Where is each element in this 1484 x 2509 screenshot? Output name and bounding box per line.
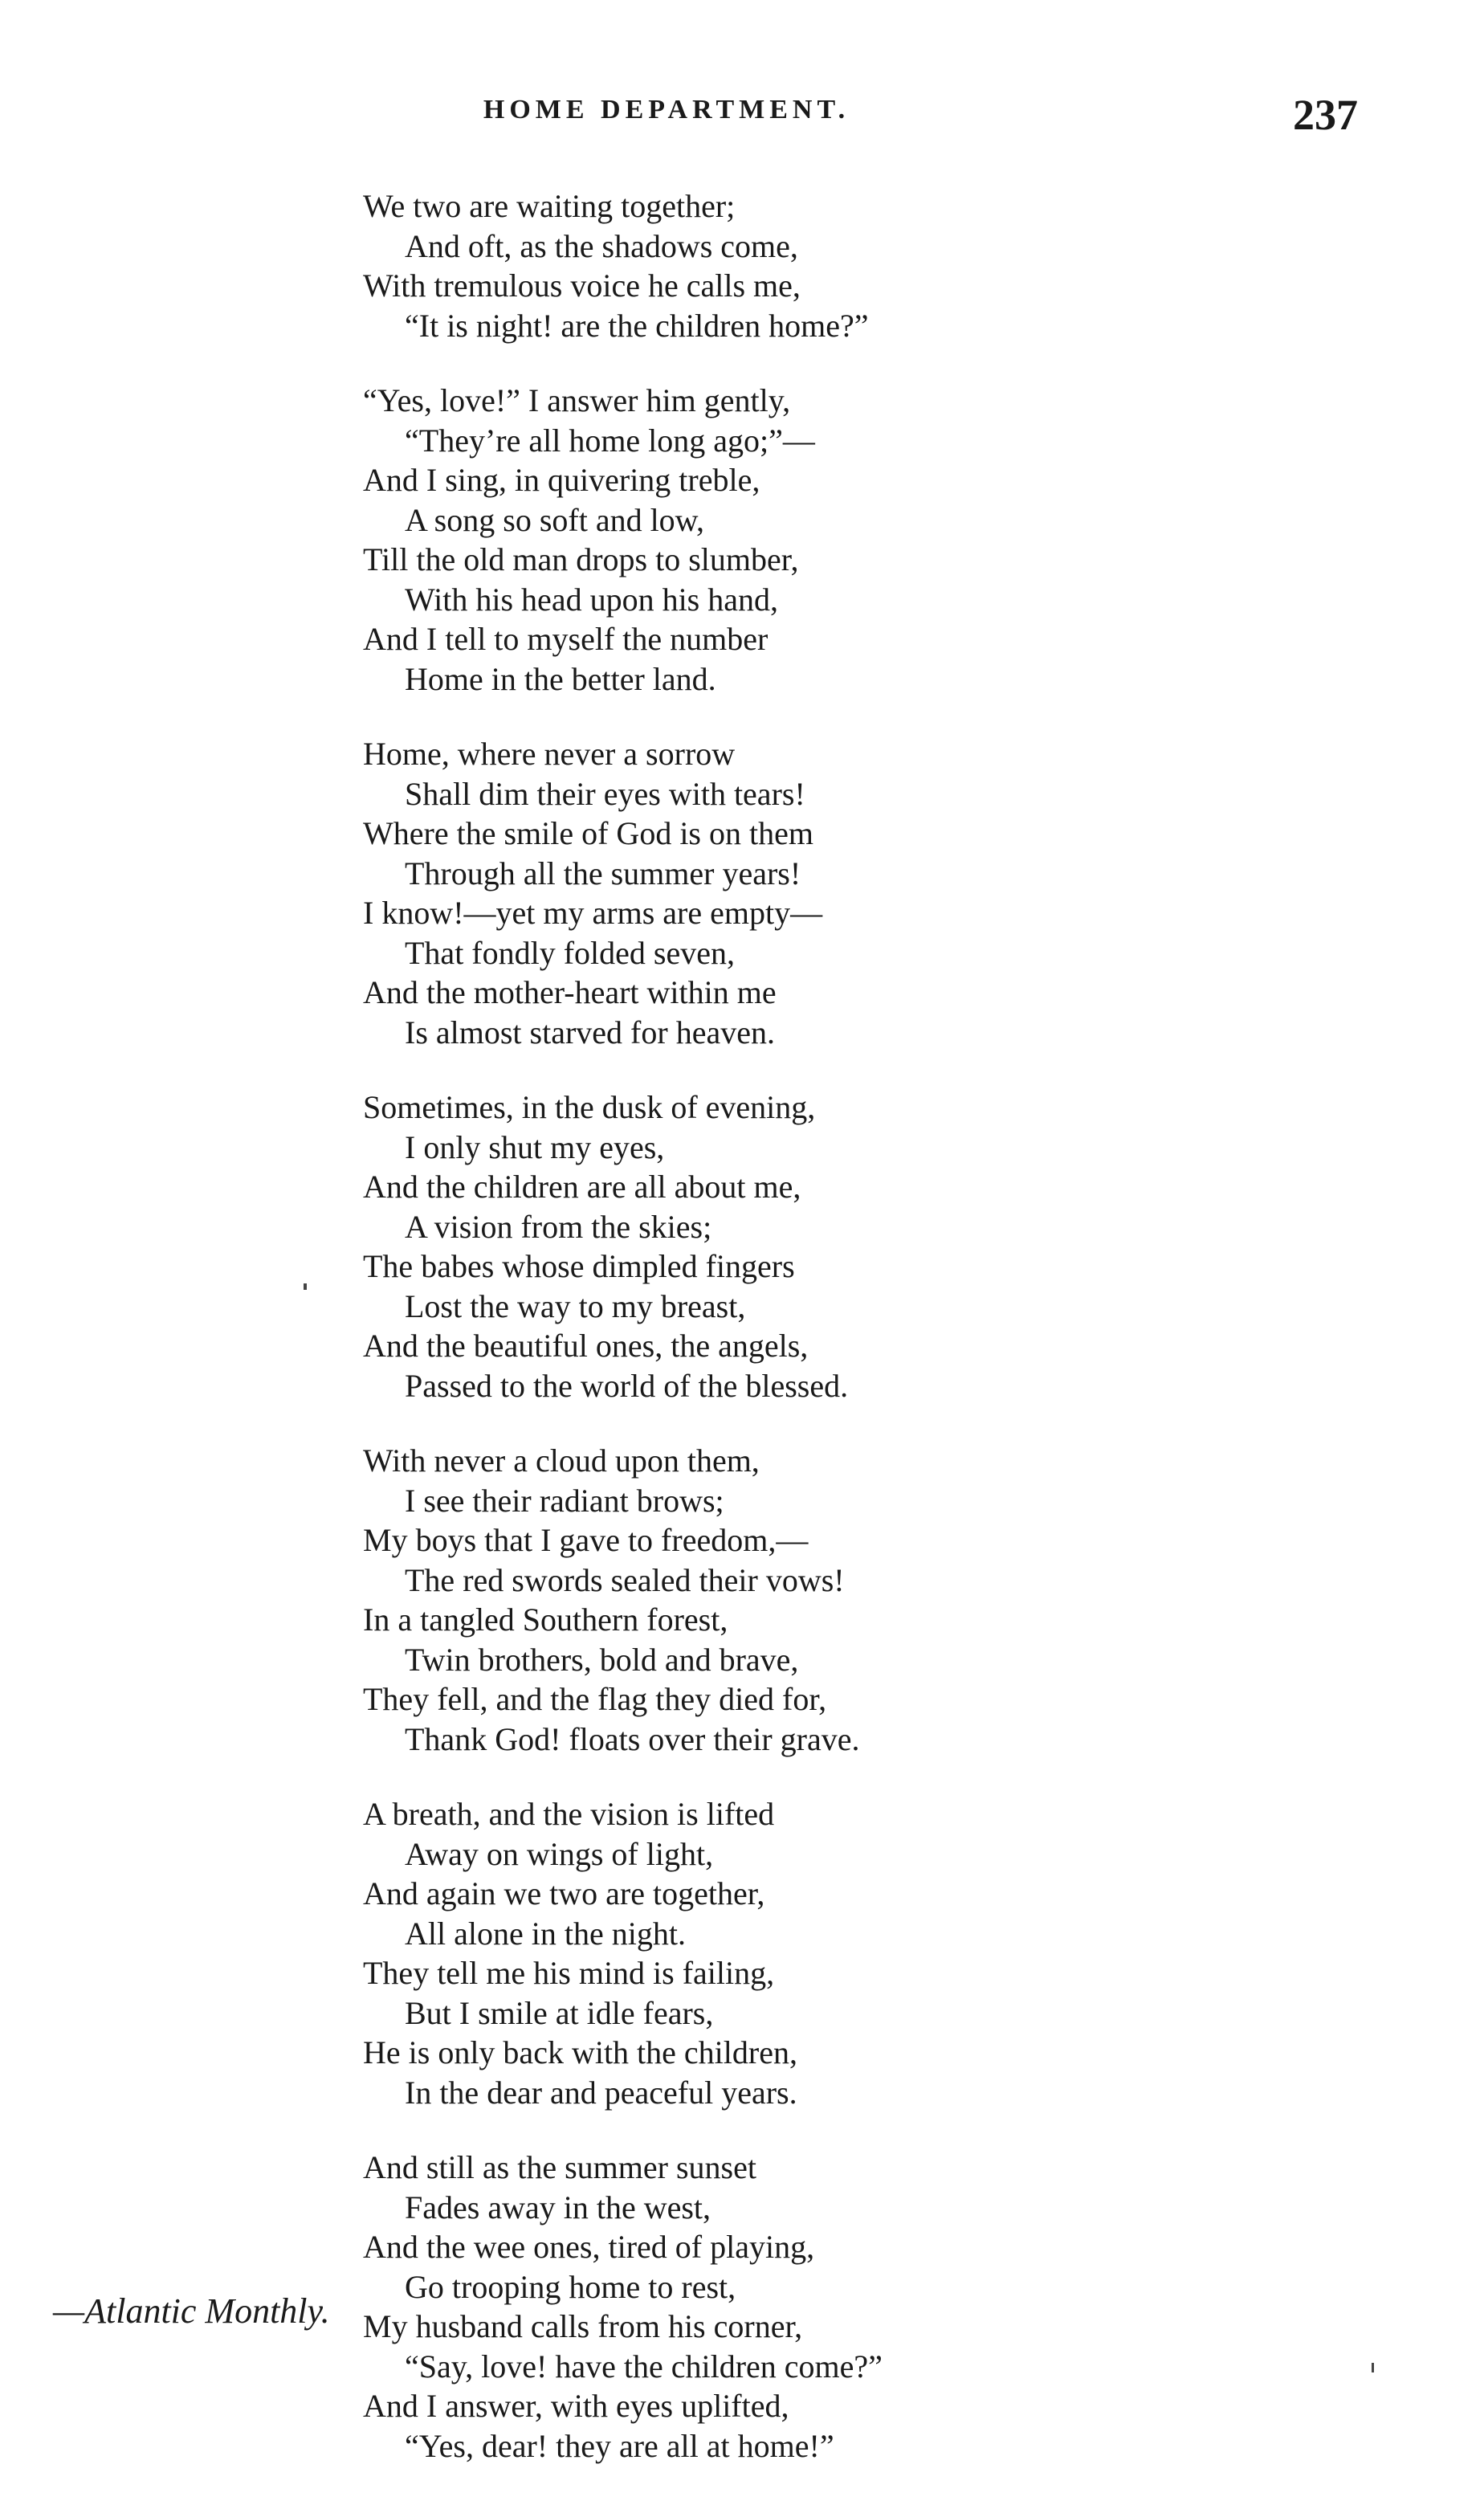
poem-line: That fondly folded seven, — [405, 934, 735, 971]
poem-line: Home, where never a sorrow — [363, 736, 736, 772]
poem-line: All alone in the night. — [405, 1915, 686, 1952]
poem-line: “Yes, love!” I answer him gently, — [363, 382, 791, 418]
poem-line: Fades away in the west, — [405, 2189, 711, 2225]
stray-print-mark — [1372, 2363, 1374, 2372]
poem-line: The red swords sealed their vows! — [405, 1561, 845, 1598]
poem-line: “Yes, dear! they are all at home!” — [405, 2427, 834, 2464]
poem-line: And I sing, in quivering treble, — [363, 462, 760, 498]
section-title: HOME DEPARTMENT. — [483, 95, 850, 124]
stanza — [363, 381, 1431, 699]
poem-line: Passed to the world of the blessed. — [405, 1367, 849, 1404]
poem-line: I see their radiant brows; — [405, 1482, 724, 1519]
poem-line: “It is night! are the children home?” — [405, 307, 869, 344]
poem-line: With his head upon his hand, — [405, 581, 778, 618]
poem-line: “Say, love! have the children come?” — [405, 2348, 883, 2385]
running-head — [0, 90, 1484, 138]
poem-line: “They’re all home long ago;”— — [405, 422, 815, 459]
poem-line: Thank God! floats over their grave. — [405, 1720, 860, 1757]
stanza — [363, 734, 1431, 1052]
poem-line: A song so soft and low, — [405, 501, 704, 538]
poem-line: He is only back with the children, — [363, 2034, 797, 2070]
page-number: 237 — [1293, 91, 1358, 139]
poem-line: A breath, and the vision is lifted — [363, 1796, 775, 1832]
poem-line: In the dear and peaceful years. — [405, 2074, 797, 2111]
poem-line: In a tangled Southern forest, — [363, 1601, 728, 1638]
poem-line: Home in the better land. — [405, 660, 716, 697]
poem-line: We two are waiting together; — [363, 188, 736, 224]
poem-line: But I smile at idle fears, — [405, 1994, 714, 2031]
poem-line: With tremulous voice he calls me, — [363, 267, 801, 304]
poem-line: Sometimes, in the dusk of evening, — [363, 1089, 816, 1125]
poem-line: And still as the summer sunset — [363, 2149, 756, 2185]
poem-line: Through all the summer years! — [405, 855, 801, 891]
stanza — [363, 1794, 1431, 2112]
poem-line: And oft, as the shadows come, — [405, 227, 798, 264]
poem — [363, 186, 1431, 2501]
poem-line: My boys that I gave to freedom,— — [363, 1522, 809, 1558]
poem-line: And again we two are together, — [363, 1875, 765, 1911]
poem-line: Is almost starved for heaven. — [405, 1014, 775, 1051]
poem-line: And the beautiful ones, the angels, — [363, 1328, 809, 1364]
poem-line: And the children are all about me, — [363, 1169, 801, 1205]
poem-line: I only shut my eyes, — [405, 1128, 665, 1165]
poem-line: And the wee ones, tired of playing, — [363, 2229, 815, 2265]
poem-line: Till the old man drops to slumber, — [363, 541, 799, 577]
poem-line: The babes whose dimpled fingers — [363, 1248, 795, 1284]
poem-line: And the mother-heart within me — [363, 974, 777, 1010]
poem-line: Shall dim their eyes with tears! — [405, 775, 805, 812]
poem-line: My husband calls from his corner, — [363, 2308, 803, 2344]
poem-line: I know!—yet my arms are empty— — [363, 895, 823, 931]
poem-line: Lost the way to my breast, — [405, 1287, 746, 1324]
stanza — [363, 2148, 1431, 2466]
stray-print-mark — [304, 1283, 307, 1290]
poem-line: A vision from the skies; — [405, 1208, 712, 1245]
stanza — [363, 1087, 1431, 1405]
stanza — [363, 1441, 1431, 1759]
poem-line: Where the smile of God is on them — [363, 815, 813, 851]
poem-line: Go trooping home to rest, — [405, 2268, 736, 2305]
attribution: —Atlantic Monthly. — [53, 2291, 330, 2331]
poem-line: And I answer, with eyes uplifted, — [363, 2388, 789, 2424]
poem-line: Away on wings of light, — [405, 1835, 714, 1872]
poem-line: And I tell to myself the number — [363, 621, 768, 657]
poem-line: They fell, and the flag they died for, — [363, 1681, 827, 1717]
poem-line: With never a cloud upon them, — [363, 1442, 760, 1479]
poem-line: They tell me his mind is failing, — [363, 1955, 775, 1991]
stanza — [363, 186, 1431, 345]
poem-line: Twin brothers, bold and brave, — [405, 1641, 799, 1678]
